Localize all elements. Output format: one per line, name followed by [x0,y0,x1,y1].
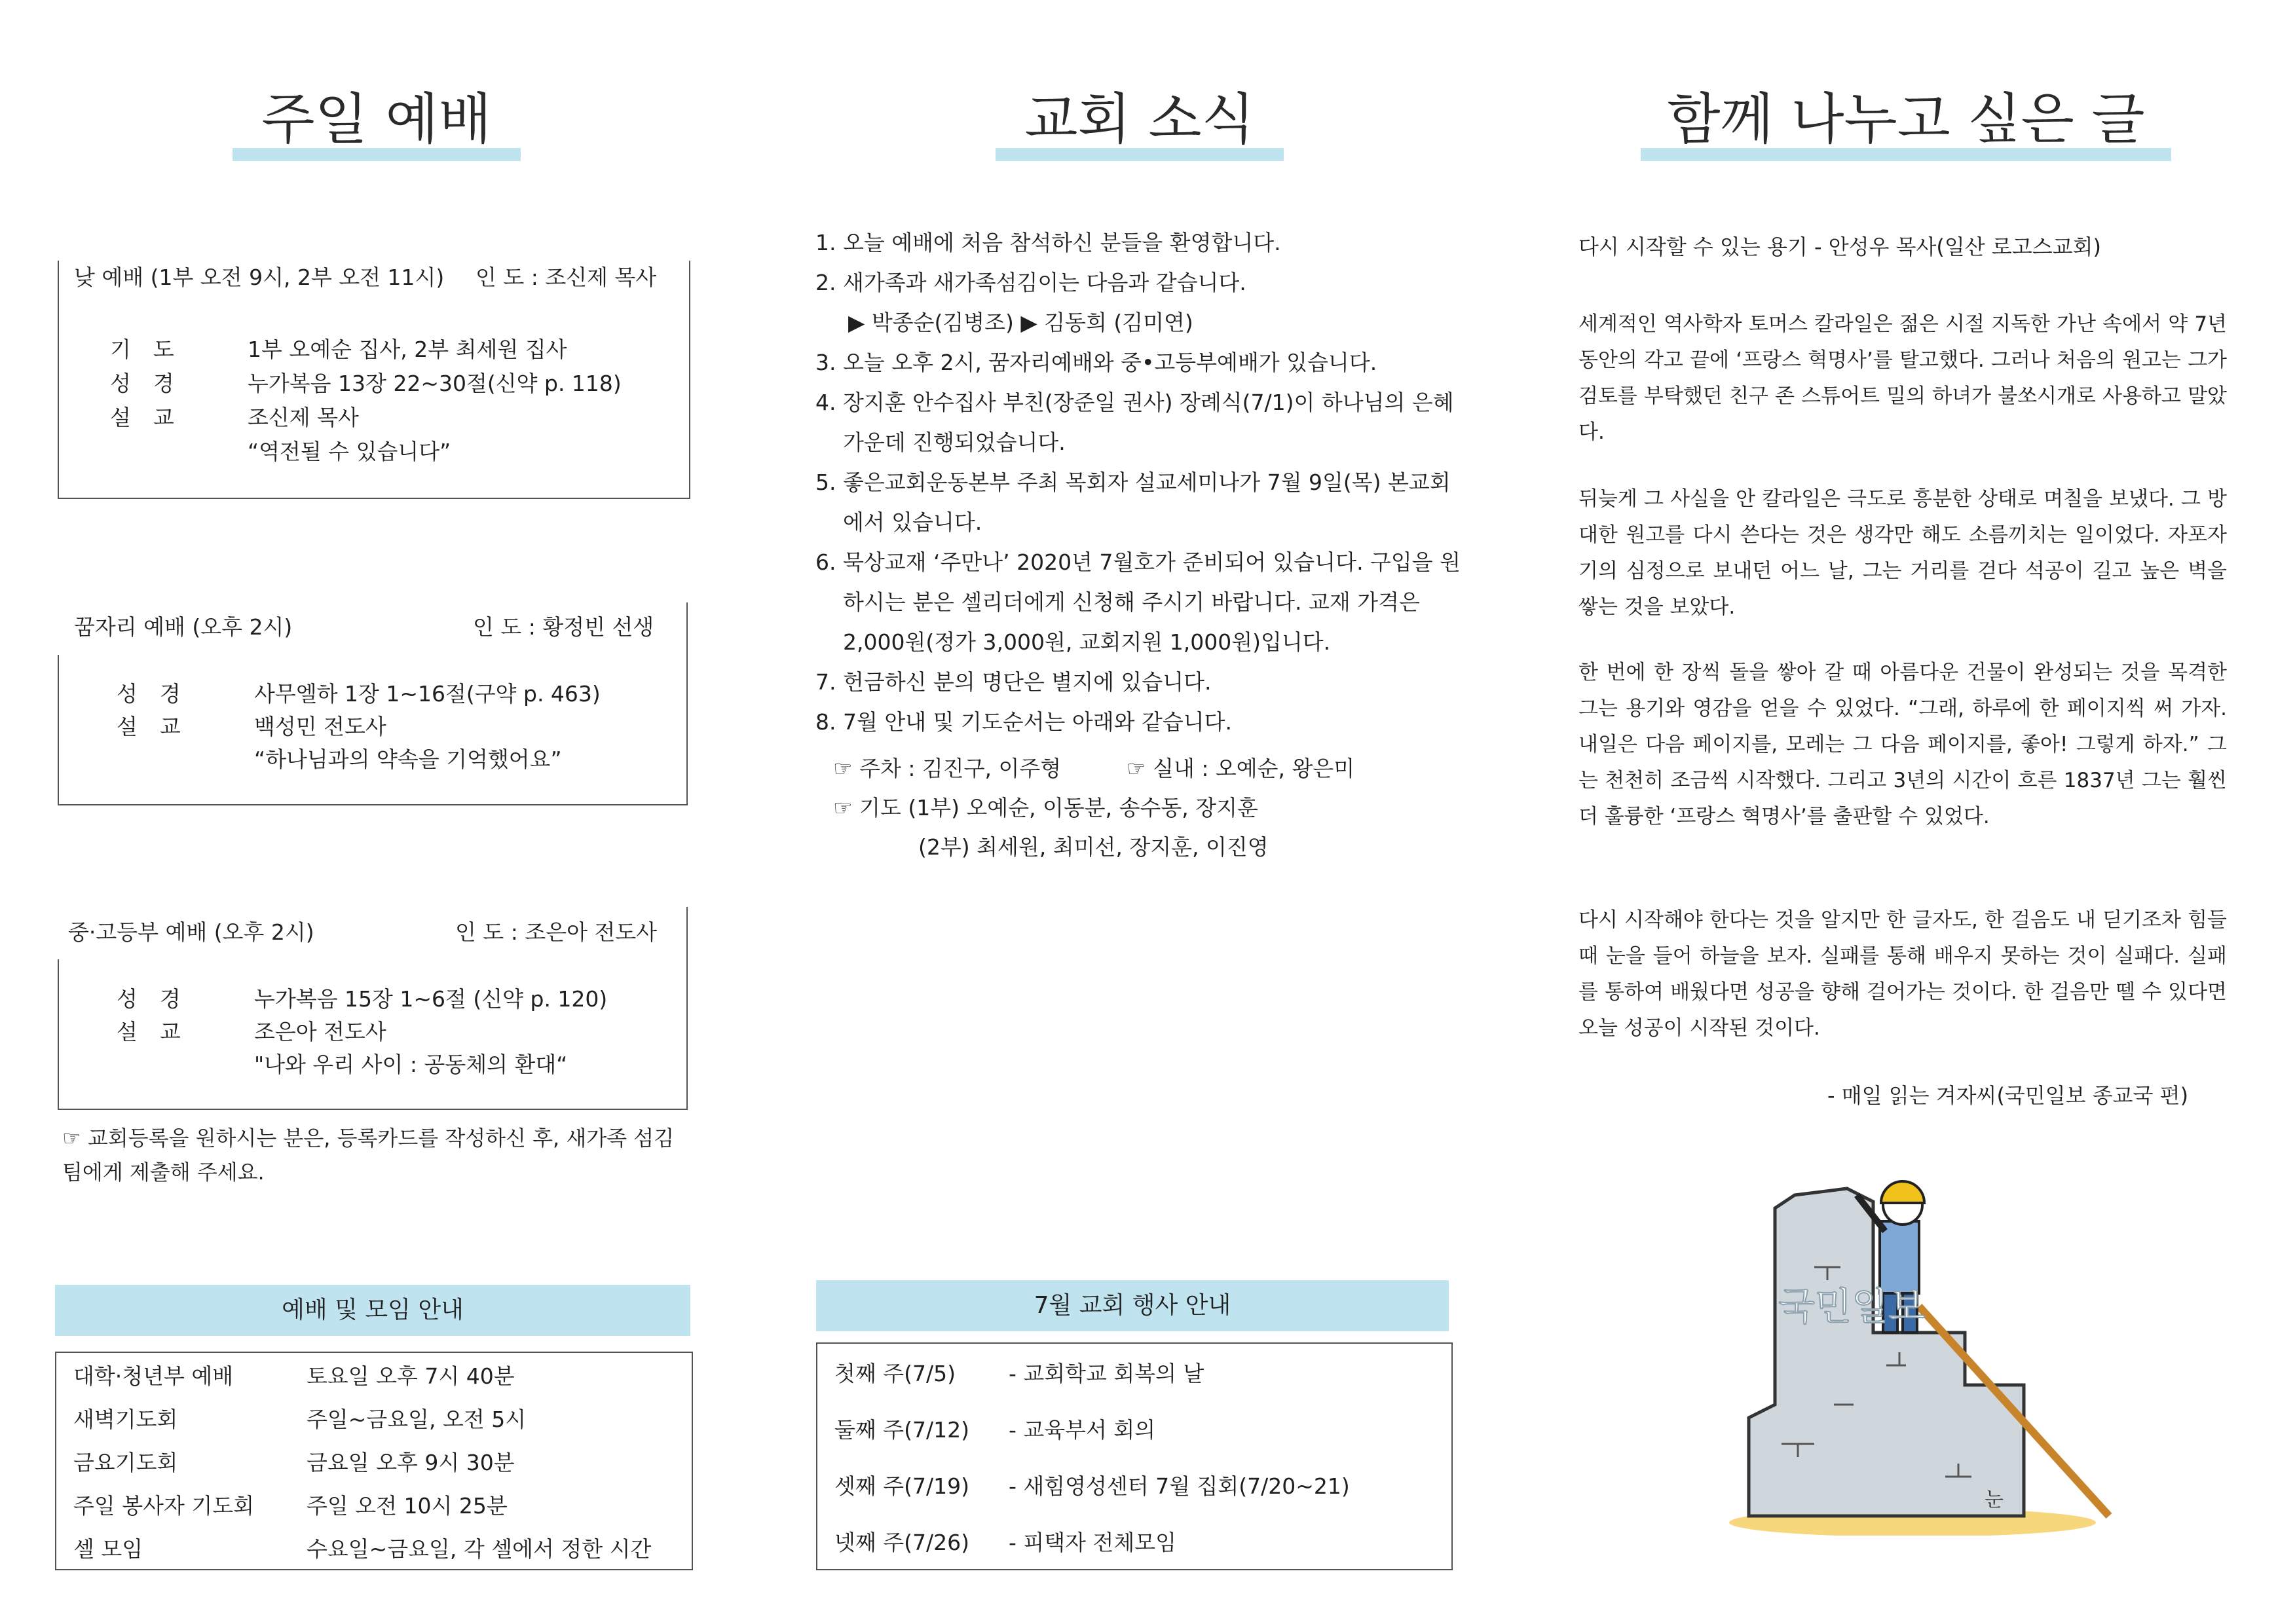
table-row [817,1343,1452,1400]
table-row [56,1526,692,1570]
table-row [56,1439,692,1483]
meeting-name: 대학·청년부 예배 [73,1363,234,1389]
table-row [817,1400,1452,1456]
dream-service-title: 꿈자리 예배 (오후 2시) [74,614,293,640]
dream-sermon-title: “하나님과의 약속을 기억했어요” [254,747,562,772]
day-row-sermon [110,401,359,432]
news-item: 2. 새가족과 새가족섬김이는 다음과 같습니다. [815,270,1246,295]
day-service-title: 낮 예배 (1부 오전 9시, 2부 오전 11시) [74,265,445,290]
prayer-second: (2부) 최세원, 최미선, 장지훈, 이진영 [918,834,1269,860]
row-value: 백성민 전도사 [254,714,386,739]
meeting-name: 주일 봉사자 기도회 [73,1492,255,1519]
news-item: 4. 장지훈 안수집사 부친(장준일 권사) 장례식(7/1)이 하나님의 은혜 가운데 진행되었습니다. [815,390,1454,455]
day-sermon-title: “역전될 수 있습니다” [248,439,451,464]
dream-service-leader: 인 도 : 황정빈 선생 [473,614,654,640]
meetings-table [55,1352,693,1570]
news-item: 3. 오늘 오후 2시, 꿈자리예배와 중•고등부예배가 있습니다. [815,350,1377,375]
dream-row-scripture [117,677,601,708]
watermark-text: 국민일보 [1778,1284,1926,1329]
essay-paragraph: 세계적인 역사학자 토머스 칼라일은 젊은 시절 지독한 가난 속에서 약 7년 동안의 각고 끝에 ‘프랑스 혁명사’를 탈고했다. 그러나 처음의 원고는 그가 검토를 부탁했던 친구 존 스튜어트 밀의 하녀가 불쏘시개로 사용하고 말았다. [1578,312,2227,444]
news-heading [996,87,1284,151]
event-desc: - 교회학교 회복의 날 [1009,1360,1204,1386]
table-row [56,1396,692,1439]
duty-indoor: ☞ 실내 : 오예순, 왕은미 [1127,756,1355,781]
youth-service-leader: 인 도 : 조은아 전도사 [455,919,658,945]
event-desc: - 새힘영성센터 7월 집회(7/20~21) [1009,1473,1350,1499]
row-value: 조신제 목사 [248,405,359,430]
row-key: 기도 [110,337,196,362]
day-service-leader: 인 도 : 조신제 목사 [476,265,657,290]
meeting-time: 금요일 오후 9시 30분 [307,1449,515,1475]
essay-paragraph: 뒤늦게 그 사실을 안 칼라일은 극도로 흥분한 상태로 며칠을 보냈다. 그 방대한 원고를 다시 쓴다는 것은 생각만 해도 소름끼치는 일이었다. 자포자기의 심정으로 보내던 어느 날, 그는 거리를 걷다 석공이 길고 높은 벽을 쌓는 것을 보았다. [1578,487,2227,619]
worship-heading-text: 주일 예배 [261,87,492,151]
table-row [56,1483,692,1526]
dream-row-sermon [117,710,386,741]
row-key: 설교 [117,714,203,739]
illustration [1716,1169,2148,1536]
table-row [817,1456,1452,1513]
share-heading [1641,87,2171,151]
row-value: 누가복음 15장 1~6절 (신약 p. 120) [254,986,608,1012]
prayer-first: ☞ 기도 (1부) 오예순, 이동분, 송수동, 장지훈 [833,795,1258,821]
news-item: 7. 헌금하신 분의 명단은 별지에 있습니다. [815,669,1212,695]
youth-sermon-title: "나와 우리 사이 : 공동체의 환대“ [254,1052,568,1077]
meetings-header: 예배 및 모임 안내 [55,1285,690,1336]
news-heading-text: 교회 소식 [1024,87,1255,151]
row-key: 성경 [117,681,203,707]
table-row [817,1513,1452,1570]
events-header: 7월 교회 행사 안내 [816,1280,1449,1331]
event-week: 둘째 주(7/12) [834,1416,969,1443]
event-week: 넷째 주(7/26) [834,1529,969,1555]
essay-paragraph: 다시 시작해야 한다는 것을 알지만 한 글자도, 한 걸음도 내 딛기조차 힘들 때 눈을 들어 하늘을 보자. 실패를 통해 배우지 못하는 것이 실패다. 실패를 통하여 배웠다면 성공을 향해 걸어가는 것이다. 한 걸음만 뗄 수 있다면 오늘 성공이 시작된 것이다. [1578,908,2227,1040]
youth-box-right [686,907,688,1110]
dream-box-bottom [58,804,688,805]
table-row [56,1352,692,1396]
events-table [816,1342,1453,1570]
meeting-name: 새벽기도회 [73,1406,178,1432]
share-heading-text: 함께 나누고 싶은 글 [1667,87,2145,151]
row-value: 누가복음 13장 22~30절(신약 p. 118) [248,371,622,396]
day-row-prayer [110,333,567,363]
essay-source: - 매일 읽는 겨자씨(국민일보 종교국 편) [1827,1083,2189,1108]
news-item: ▶ 박종순(김병조) ▶ 김동희 (김미연) [848,310,1193,335]
event-desc: - 피택자 전체모임 [1009,1529,1177,1555]
youth-row-sermon [117,1015,386,1046]
registration-note: ☞ 교회등록을 원하시는 분은, 등록카드를 작성하신 후, 새가족 섬김팀에게 제출해 주세요. [62,1126,675,1185]
news-item: 5. 좋은교회운동본부 주최 목회자 설교세미나가 7월 9일(목) 본교회에서 있습니다. [815,470,1451,535]
essay-subtitle: 다시 시작할 수 있는 용기 - 안성우 목사(일산 로고스교회) [1578,234,2101,259]
meeting-time: 토요일 오후 7시 40분 [307,1363,515,1389]
worship-heading [233,87,521,151]
day-row-scripture [110,367,622,397]
event-desc: - 교육부서 회의 [1009,1416,1156,1443]
meeting-time: 주일~금요일, 오전 5시 [307,1406,527,1432]
row-key: 설교 [110,405,196,430]
signature-text: 눈 [1985,1488,2004,1511]
row-key: 성경 [117,986,203,1012]
event-week: 셋째 주(7/19) [834,1473,969,1499]
row-key: 설교 [117,1019,203,1044]
meeting-time: 주일 오전 10시 25분 [307,1492,508,1519]
youth-row-scripture [117,982,607,1013]
duty-parking: ☞ 주차 : 김진구, 이주형 [833,756,1062,781]
youth-box-bottom [58,1109,688,1110]
meeting-name: 셀 모임 [73,1536,143,1562]
meeting-name: 금요기도회 [73,1449,178,1475]
news-item: 8. 7월 안내 및 기도순서는 아래와 같습니다. [815,709,1232,735]
dream-box-left [58,655,59,805]
youth-box-left [58,959,59,1110]
meeting-time: 수요일~금요일, 각 셀에서 정한 시간 [307,1536,652,1562]
news-list [815,223,1470,742]
youth-service-title: 중·고등부 예배 (오후 2시) [68,919,314,945]
news-item: 1. 오늘 예배에 처음 참석하신 분들을 환영합니다. [815,230,1281,255]
event-week: 첫째 주(7/5) [834,1360,956,1386]
news-item: 6. 묵상교재 ‘주만나’ 2020년 7월호가 준비되어 있습니다. 구입을 원하시는 분은 셀리더에게 신청해 주시기 바랍니다. 교재 가격은 2,000원(정가 3,000원, 교회지원 1,000원)입니다. [815,549,1461,655]
row-value: 조은아 전도사 [254,1019,386,1044]
row-value: 1부 오예순 집사, 2부 최세원 집사 [248,337,567,362]
row-key: 성경 [110,371,196,396]
dream-box-right [686,602,688,805]
essay-paragraph: 한 번에 한 장씩 돌을 쌓아 갈 때 아름다운 건물이 완성되는 것을 목격한 그는 용기와 영감을 얻을 수 있었다. “그래, 하루에 한 페이지씩 써 가자. 내일은 다음 페이지를, 모레는 그 다음 페이지를, 좋아! 그렇게 하자.” 그는 천천히 조금씩 시작했다. 그리고 3년의 시간이 흐른 1837년 그는 훨씬 더 훌륭한 ‘프랑스 혁명사’를 출판할 수 있었다. [1578,661,2227,828]
row-value: 사무엘하 1장 1~16절(구약 p. 463) [254,681,601,707]
